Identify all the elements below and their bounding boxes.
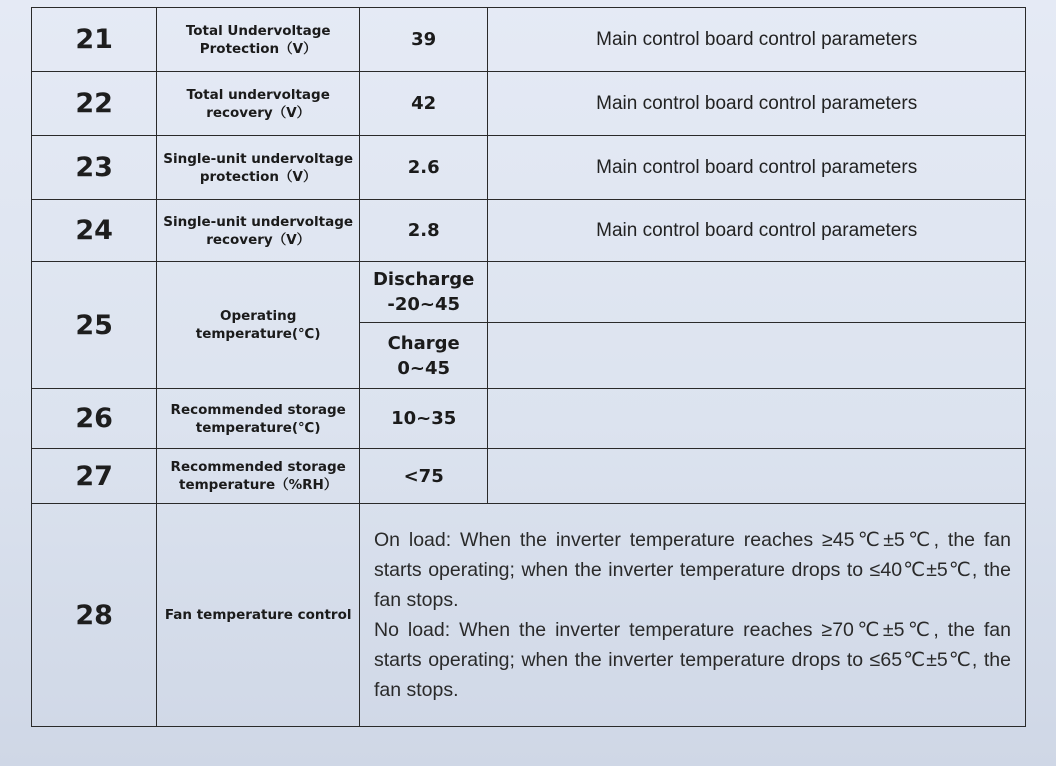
no-load-text: No load: When the inverter temperature reaches ≥70℃±5℃, the fan starts operating; when the inverter temperature drops to ≤65℃±5℃, the fan stops.	[373, 619, 1011, 701]
table-row	[32, 8, 1026, 72]
row-number: 24	[32, 200, 157, 262]
parameter-value: 10~35	[359, 389, 487, 449]
parameter-name	[157, 200, 360, 262]
table-row	[32, 449, 1026, 504]
parameter-name	[157, 8, 360, 72]
parameter-description: Main control board control parameters	[488, 200, 1026, 262]
parameter-name-line: Protection（V）	[199, 40, 317, 57]
parameter-name-line: Total Undervoltage	[185, 22, 331, 39]
discharge-label: Discharge	[372, 269, 475, 290]
parameter-value: 2.6	[359, 136, 487, 200]
table-row	[32, 389, 1026, 449]
empty-cell	[488, 389, 1026, 449]
row-number: 27	[32, 449, 157, 504]
table-row	[32, 136, 1026, 200]
table-row	[32, 504, 1026, 727]
empty-cell	[488, 262, 1026, 323]
spec-table	[31, 7, 1026, 727]
row-number: 23	[32, 136, 157, 200]
parameter-name	[157, 72, 360, 136]
charge-value: 0~45	[397, 357, 450, 379]
parameter-name: Operating temperature(℃)	[157, 262, 360, 389]
parameter-name-line: temperature(℃)	[195, 419, 321, 436]
parameter-name-line: Single-unit undervoltage	[163, 150, 354, 167]
row-number: 22	[32, 72, 157, 136]
parameter-value: <75	[359, 449, 487, 504]
parameter-name-line: recovery（V）	[206, 104, 311, 121]
parameter-name-line: temperature（%RH）	[178, 477, 338, 493]
parameter-description: Main control board control parameters	[488, 8, 1026, 72]
row-number: 21	[32, 8, 157, 72]
row-number: 28	[32, 504, 157, 727]
parameter-name-line: Total undervoltage	[186, 86, 330, 103]
parameter-description: Main control board control parameters	[488, 136, 1026, 200]
row-number: 25	[32, 262, 157, 389]
fan-control-description	[359, 504, 1025, 727]
parameter-name: Fan temperature control	[157, 504, 360, 727]
parameter-description: Main control board control parameters	[488, 72, 1026, 136]
parameter-value: 39	[359, 8, 487, 72]
empty-cell	[488, 323, 1026, 389]
charge-range	[359, 323, 487, 389]
parameter-name-line: Recommended storage	[170, 459, 346, 475]
row-number: 26	[32, 389, 157, 449]
on-load-text: On load: When the inverter temperature reaches ≥45℃±5℃, the fan starts operating; when the inverter temperature drops to ≤40℃±5℃, the fan stops.	[373, 529, 1011, 611]
parameter-value: 2.8	[359, 200, 487, 262]
empty-cell	[488, 449, 1026, 504]
discharge-value: -20~45	[387, 294, 460, 315]
parameter-name-line: protection（V）	[199, 168, 317, 185]
table-row	[32, 200, 1026, 262]
parameter-name	[157, 449, 360, 504]
parameter-name-line: recovery（V）	[206, 231, 311, 248]
parameter-name-line: Single-unit undervoltage	[163, 213, 354, 230]
discharge-range	[359, 262, 487, 323]
parameter-name-line: Recommended storage	[170, 401, 346, 418]
table-row	[32, 72, 1026, 136]
parameter-name	[157, 136, 360, 200]
charge-label: Charge	[387, 332, 460, 354]
parameter-name	[157, 389, 360, 449]
table-row	[32, 262, 1026, 323]
parameter-value: 42	[359, 72, 487, 136]
